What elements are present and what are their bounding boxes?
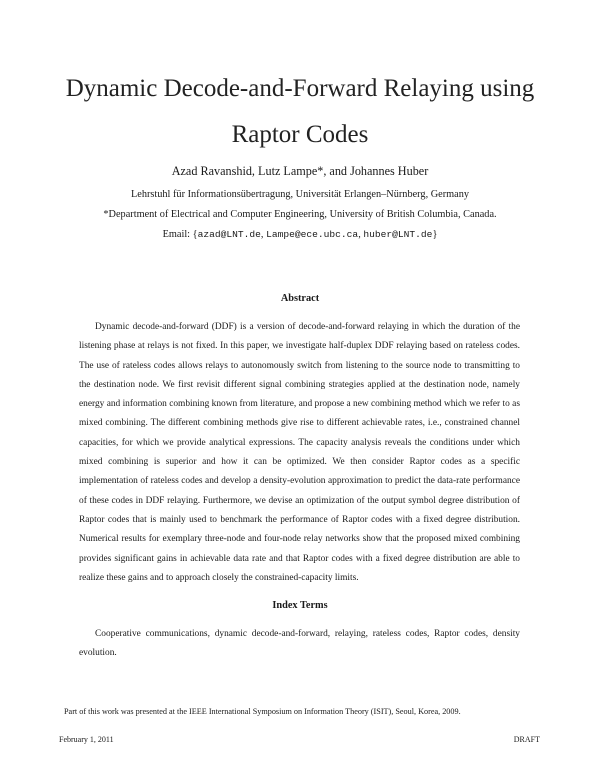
email-prefix: Email: { (162, 229, 198, 240)
index-terms-text: Cooperative communications, dynamic decode-and-forward, relaying, rateless codes, Raptor codes, density evolution. (79, 629, 520, 659)
email-suffix: } (432, 229, 438, 240)
abstract-heading: Abstract (280, 293, 320, 304)
email-separator: , (260, 229, 267, 240)
abstract-text: Dynamic decode-and-forward (DDF) is a version of decode-and-forward relaying in which the duration of the listening phase at relays is not fixed. In this paper, we investigate half-duplex DDF relaying based on rateless codes. The use of rateless codes allows relays to autonomously switch from listening to the source node to transmitting to the destination node. We first revisit different signal combining strategies applied at the destination node, namely energy and information combining known from literature, and propose a new combining method which we refer to as mixed combining. The different combining methods give rise to different achievable rates, i.e., constrained channel capacities, for which we provide analytical expressions. The capacity analysis reveals the conditions under which mixed combining is superior and how it can be optimized. We then consider Raptor codes as a specific implementation of rateless codes and develop a density-evolution approximation to predict the data-rate performance of these codes in DDF relaying. Furthermore, we devise an optimization of the output symbol degree distribution of Raptor codes that is mainly used to benchmark the performance of Raptor codes with a fixed degree distribution. Numerical results for exemplary three-node and four-node relay networks show that the proposed mixed combining provides significant gains in achievable data rate and that Raptor codes with a fixed degree distribution are able to realize these gains and to approach closely the constrained-capacity limits. (79, 322, 520, 583)
footer-draft-label: DRAFT (513, 735, 540, 744)
footnote: Part of this work was presented at the IEEE International Symposium on Information Theory (ISIT), Seoul, Korea, 2009. (64, 707, 461, 716)
email-lampe[interactable]: Lampe@ece.ubc.ca (266, 229, 359, 240)
affiliation-ubc: *Department of Electrical and Computer Engineering, University of British Columbia, Canada. (103, 209, 497, 220)
email-separator: , (358, 229, 364, 240)
email-azad[interactable]: azad@LNT.de (197, 229, 261, 240)
author-list: Azad Ravanshid, Lutz Lampe*, and Johannes Huber (171, 164, 429, 178)
paper-title: Dynamic Decode-and-Forward Relaying using Raptor Codes (65, 75, 535, 148)
email-line (40, 228, 560, 241)
footer-date: February 1, 2011 (59, 735, 114, 744)
affiliation-erlangen: Lehrstuhl für Informationsübertragung, Universität Erlangen–Nürnberg, Germany (130, 189, 470, 200)
index-terms-heading: Index Terms (272, 600, 328, 611)
email-huber[interactable]: huber@LNT.de (363, 229, 433, 240)
